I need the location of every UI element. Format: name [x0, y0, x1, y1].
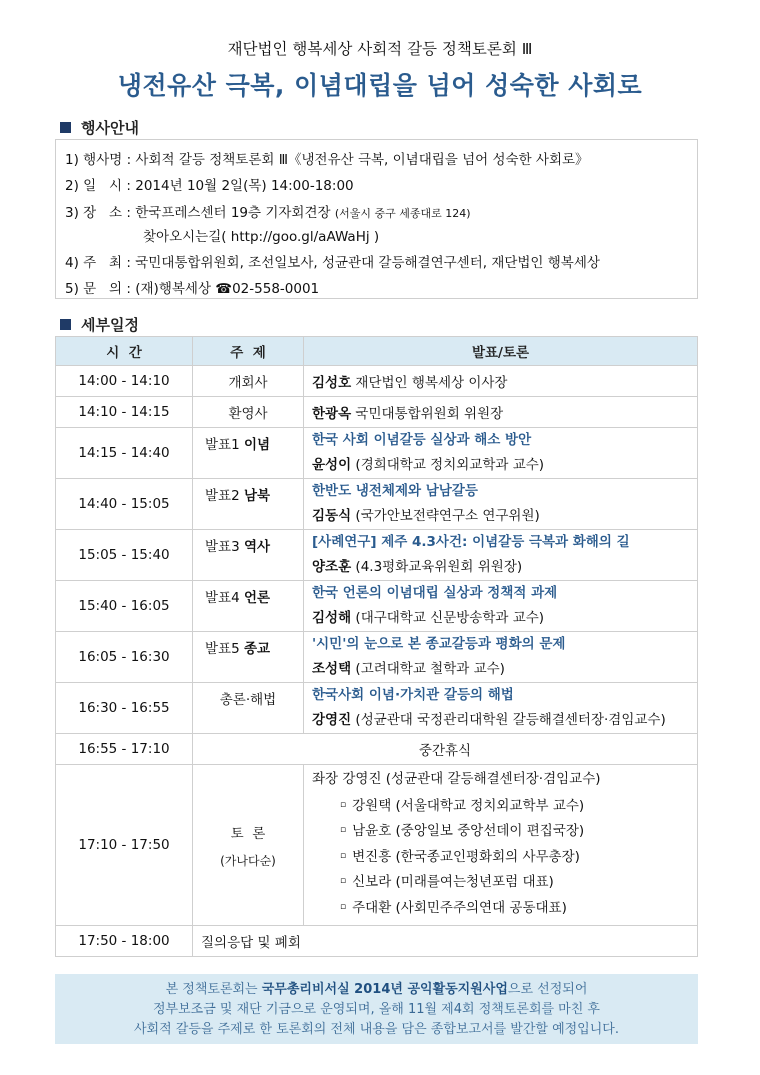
table-row	[56, 530, 698, 581]
square-bullet-icon	[60, 122, 71, 133]
info-line-date: 2) 일 시 : 2014년 10월 2일(목) 14:00-18:00	[65, 178, 354, 194]
content-cell	[304, 683, 698, 734]
info-value: 2014년 10월 2일(목) 14:00-18:00	[135, 178, 354, 194]
square-bullet-icon: ▫	[340, 901, 347, 912]
topic-key: 종교	[243, 641, 271, 657]
schedule-table	[55, 336, 698, 957]
talk-title: 한반도 냉전체제와 남남갈등	[312, 483, 478, 499]
speaker-desc: (성균관대 국정관리대학원 갈등해결센터장·겸임교수)	[355, 712, 666, 728]
topic-prefix: 발표5	[205, 641, 240, 657]
content-cell	[304, 530, 698, 581]
closing-cell: 질의응답 및 폐회	[193, 926, 698, 957]
info-line-name: 1) 행사명 : 사회적 갈등 정책토론회 Ⅲ《냉전유산 극복, 이념대립을 넘어 성숙한 사회로》	[65, 152, 589, 168]
info-line-host: 4) 주 최 : 국민대통합위원회, 조선일보사, 성균관대 갈등해결연구센터, 재단법인 행복세상	[65, 255, 600, 271]
info-value: (재)행복세상 ☎02-558-0001	[135, 281, 320, 297]
time-cell: 14:00 - 14:10	[56, 366, 193, 397]
schedule-heading	[60, 314, 139, 335]
notice-line-2: 정부보조금 및 재단 기금으로 운영되며, 올해 11월 제4회 정책토론회를 마친 후	[152, 1002, 600, 1017]
info-label: 5) 문 의	[65, 281, 123, 297]
topic-cell: 개회사	[193, 366, 304, 397]
square-bullet-icon	[60, 319, 71, 330]
table-row	[56, 397, 698, 428]
panelist: 신보라 (미래를여는청년포럼 대표)	[352, 873, 554, 890]
list-item	[312, 793, 697, 819]
square-bullet-icon: ▫	[340, 799, 347, 810]
panelist: 변진흥 (한국종교인평화회의 사무총장)	[352, 848, 580, 865]
time-cell: 14:10 - 14:15	[56, 397, 193, 428]
speaker-name: 한광옥	[312, 406, 352, 422]
column-header-topic: 주 제	[193, 337, 304, 366]
speaker-desc: (고려대학교 철학과 교수)	[355, 661, 505, 677]
topic-cell: 총론·해법	[193, 683, 304, 734]
time-cell: 16:55 - 17:10	[56, 734, 193, 765]
topic-cell	[193, 581, 304, 632]
info-label: 2) 일 시	[65, 178, 123, 194]
content-cell	[304, 479, 698, 530]
topic-cell	[193, 428, 304, 479]
speaker-name: 김성호	[312, 375, 352, 391]
table-row	[56, 926, 698, 957]
list-item	[312, 895, 697, 921]
time-cell: 16:05 - 16:30	[56, 632, 193, 683]
topic-key: 남북	[243, 488, 271, 504]
speaker-name: 조성택	[312, 661, 352, 677]
discussion-label: 토 론	[230, 825, 266, 842]
notice-highlight: 국무총리비서실 2014년 공익활동지원사업	[261, 982, 508, 997]
table-row	[56, 479, 698, 530]
topic-cell	[193, 530, 304, 581]
notice-text: 으로 선정되어	[507, 982, 588, 997]
schedule-heading-label: 세부일정	[81, 316, 139, 334]
speaker-name: 강영진	[312, 712, 352, 728]
discussion-order-note: (가나다순)	[220, 853, 276, 868]
talk-title: 한국 사회 이념갈등 실상과 해소 방안	[312, 432, 532, 448]
speaker-desc: 재단법인 행복세상 이사장	[355, 375, 508, 391]
info-value: 한국프레스센터 19층 기자회견장	[135, 205, 331, 221]
notice-text: 본 정책토론회는	[165, 982, 262, 997]
notice-line-3: 사회적 갈등을 주제로 한 토론회의 전체 내용을 담은 종합보고서를 발간할 예정입니다.	[134, 1022, 619, 1037]
speaker-desc: (대구대학교 신문방송학과 교수)	[355, 610, 545, 626]
speaker-desc: (4.3평화교육위원회 위원장)	[355, 559, 523, 575]
time-cell: 15:40 - 16:05	[56, 581, 193, 632]
talk-title: 한국 언론의 이념대립 실상과 정책적 과제	[312, 585, 558, 601]
info-label: 1) 행사명	[65, 152, 123, 168]
topic-prefix: 발표4	[205, 590, 240, 606]
content-cell	[304, 366, 698, 397]
square-bullet-icon: ▫	[340, 876, 347, 886]
speaker-desc: (국가안보전략연구소 연구위원)	[355, 508, 540, 524]
time-cell: 14:40 - 15:05	[56, 479, 193, 530]
panelist: 강원택 (서울대학교 정치외교학부 교수)	[352, 797, 585, 814]
event-info-heading-label: 행사안내	[81, 119, 139, 137]
content-cell	[304, 581, 698, 632]
panelist: 남윤호 (중앙일보 중앙선데이 편집국장)	[352, 822, 585, 839]
info-line-contact: 5) 문 의 : (재)행복세상 ☎02-558-0001	[65, 281, 320, 297]
content-cell	[304, 765, 698, 926]
talk-title: '시민'의 눈으로 본 종교갈등과 평화의 문제	[312, 636, 566, 652]
time-cell: 14:15 - 14:40	[56, 428, 193, 479]
topic-key: 이념	[243, 437, 271, 453]
time-cell: 16:30 - 16:55	[56, 683, 193, 734]
table-row	[56, 366, 698, 397]
event-info-box	[55, 139, 698, 299]
directions-link[interactable]: 찾아오시는길( http://goo.gl/aAWaHj )	[143, 229, 380, 245]
speaker-name: 양조훈	[312, 559, 352, 575]
column-header-talk: 발표/토론	[304, 337, 698, 366]
notice-line-1	[55, 980, 698, 1000]
break-cell: 중간휴식	[193, 734, 698, 765]
table-row	[56, 632, 698, 683]
topic-cell	[193, 479, 304, 530]
square-bullet-icon: ▫	[340, 825, 347, 835]
content-cell	[304, 632, 698, 683]
table-row	[56, 765, 698, 926]
time-cell: 17:50 - 18:00	[56, 926, 193, 957]
topic-key: 언론	[243, 590, 271, 606]
info-venue-address: (서울시 중구 세종대로 124)	[334, 207, 471, 220]
page-title: 냉전유산 극복, 이념대립을 넘어 성숙한 사회로	[117, 71, 643, 100]
topic-key: 역사	[243, 539, 271, 555]
topic-cell	[193, 632, 304, 683]
table-row	[56, 683, 698, 734]
notice-box	[55, 974, 698, 1044]
time-cell: 17:10 - 17:50	[56, 765, 193, 926]
list-item	[312, 844, 697, 870]
event-info-heading	[60, 117, 139, 138]
speaker-name: 김성해	[312, 610, 352, 626]
square-bullet-icon: ▫	[340, 850, 347, 861]
info-label: 4) 주 최	[65, 255, 123, 271]
talk-title: [사례연구] 제주 4.3사건: 이념갈등 극복과 화해의 길	[312, 534, 630, 550]
speaker-name: 윤성이	[312, 457, 352, 473]
speaker-desc: (경희대학교 정치외교학과 교수)	[355, 457, 545, 473]
table-row	[56, 428, 698, 479]
list-item	[312, 869, 697, 895]
discussion-chair: 좌장 강영진 (성균관대 갈등해결센터장·겸임교수)	[312, 771, 601, 787]
talk-title: 한국사회 이념·가치관 갈등의 해법	[312, 687, 514, 703]
content-cell	[304, 397, 698, 428]
table-header-row	[56, 337, 698, 366]
speaker-name: 김동식	[312, 508, 352, 524]
topic-prefix: 발표3	[205, 539, 240, 555]
speaker-desc: 국민대통합위원회 위원장	[355, 406, 504, 422]
list-item	[312, 818, 697, 844]
info-label: 3) 장 소	[65, 205, 123, 221]
time-cell: 15:05 - 15:40	[56, 530, 193, 581]
topic-prefix: 발표1	[205, 437, 240, 453]
info-value: 국민대통합위원회, 조선일보사, 성균관대 갈등해결연구센터, 재단법인 행복세상	[135, 255, 600, 271]
panelist: 주대환 (사회민주주의연대 공동대표)	[352, 899, 567, 916]
table-row	[56, 581, 698, 632]
page-subtitle: 재단법인 행복세상 사회적 갈등 정책토론회 Ⅲ	[227, 40, 533, 58]
topic-cell: 환영사	[193, 397, 304, 428]
info-line-venue: 3) 장 소 : 한국프레스센터 19층 기자회견장 (서울시 중구 세종대로 124)	[65, 205, 471, 221]
info-line-directions	[143, 225, 379, 245]
info-value: 사회적 갈등 정책토론회 Ⅲ《냉전유산 극복, 이념대립을 넘어 성숙한 사회로》	[135, 152, 589, 168]
column-header-time: 시 간	[56, 337, 193, 366]
content-cell	[304, 428, 698, 479]
table-row	[56, 734, 698, 765]
topic-cell	[193, 765, 304, 926]
topic-prefix: 발표2	[205, 488, 240, 504]
